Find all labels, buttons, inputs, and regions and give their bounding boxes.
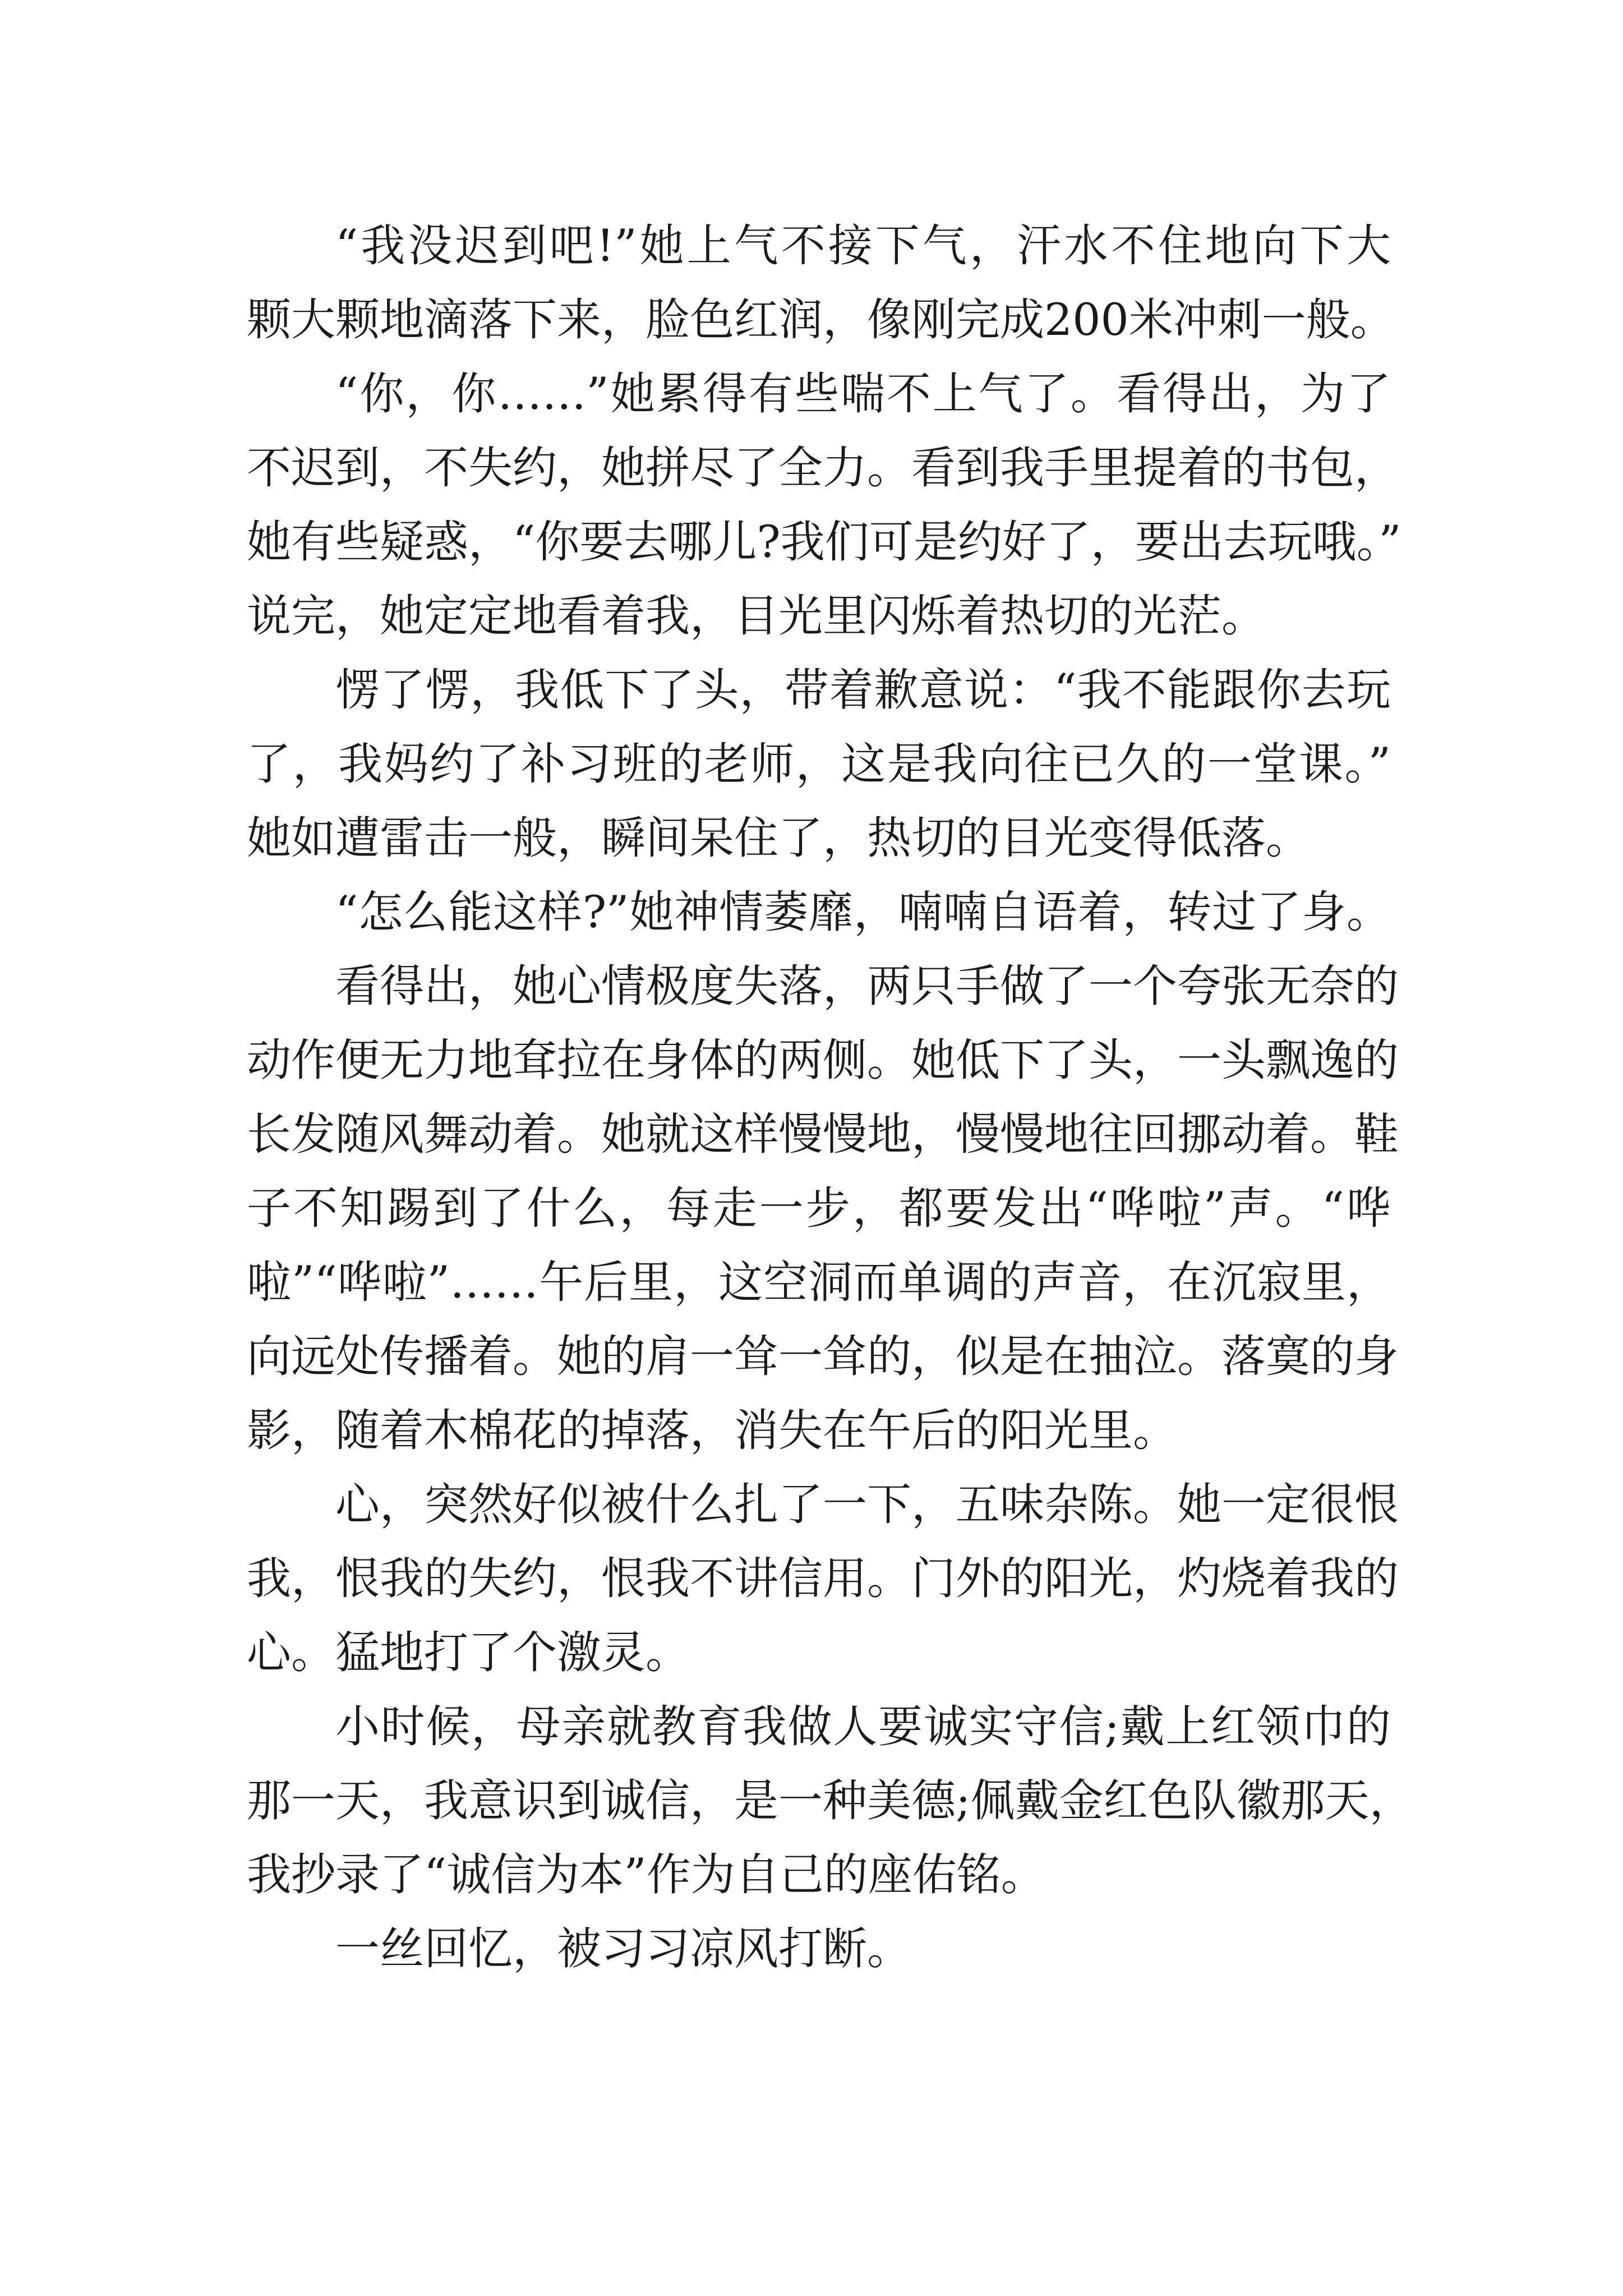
text-line: 啦”“哗啦”……午后里，这空洞而单调的声音，在沉寂里， (247, 1257, 1391, 1308)
text-line: 那一天，我意识到诚信，是一种美德;佩戴金红色队徽那天， (247, 1775, 1414, 1826)
text-line: 她如遭雷击一般，瞬间呆住了，热切的目光变得低落。 (247, 812, 1310, 864)
text-line: 她有些疑惑，“你要去哪儿?我们可是约好了，要出去玩哦。” (247, 516, 1401, 568)
text-line: 动作便无力地耷拉在身体的两侧。她低下了头，一头飘逸的 (247, 1034, 1399, 1086)
text-line: “怎么能这样?”她神情萎靡，喃喃自语着，转过了身。 (335, 886, 1391, 938)
text-line: 看得出，她心情极度失落，两只手做了一个夸张无奈的 (335, 960, 1399, 1012)
text-line: 影，随着木棉花的掉落，消失在午后的阳光里。 (247, 1405, 1177, 1456)
text-line: 我抄录了“诚信为本”作为自己的座佑铭。 (247, 1849, 1045, 1901)
text-line: 长发随风舞动着。她就这样慢慢地，慢慢地往回挪动着。鞋 (247, 1108, 1399, 1160)
text-line: “你，你……”她累得有些喘不上气了。看得出，为了 (335, 368, 1391, 420)
text-line: “我没迟到吧!”她上气不接下气，汗水不住地向下大 (335, 220, 1391, 272)
text-line: 我，恨我的失约，恨我不讲信用。门外的阳光，灼烧着我的 (247, 1553, 1399, 1604)
text-line: 小时候，母亲就教育我做人要诚实守信;戴上红领巾的 (335, 1701, 1391, 1752)
text-line: 说完，她定定地看着我，目光里闪烁着热切的光茫。 (247, 590, 1266, 642)
text-line: 颗大颗地滴落下来，脸色红润，像刚完成200米冲刺一般。 (247, 294, 1395, 346)
text-line: 向远处传播着。她的肩一耸一耸的，似是在抽泣。落寞的身 (247, 1331, 1399, 1382)
text-line: 心。猛地打了个激灵。 (247, 1627, 690, 1678)
body-text (247, 209, 1414, 1986)
text-line: 不迟到，不失约，她拼尽了全力。看到我手里提着的书包， (247, 442, 1399, 494)
text-line: 心，突然好似被什么扎了一下，五味杂陈。她一定很恨 (335, 1479, 1399, 1530)
text-line: 愣了愣，我低下了头，带着歉意说：“我不能跟你去玩 (335, 664, 1391, 716)
text-line: 一丝回忆，被习习凉风打断。 (335, 1923, 911, 1975)
text-line: 子不知踢到了什么，每走一步，都要发出“哗啦”声。“哗 (247, 1182, 1391, 1234)
text-line: 了，我妈约了补习班的老师，这是我向往已久的一堂课。” (247, 738, 1391, 790)
